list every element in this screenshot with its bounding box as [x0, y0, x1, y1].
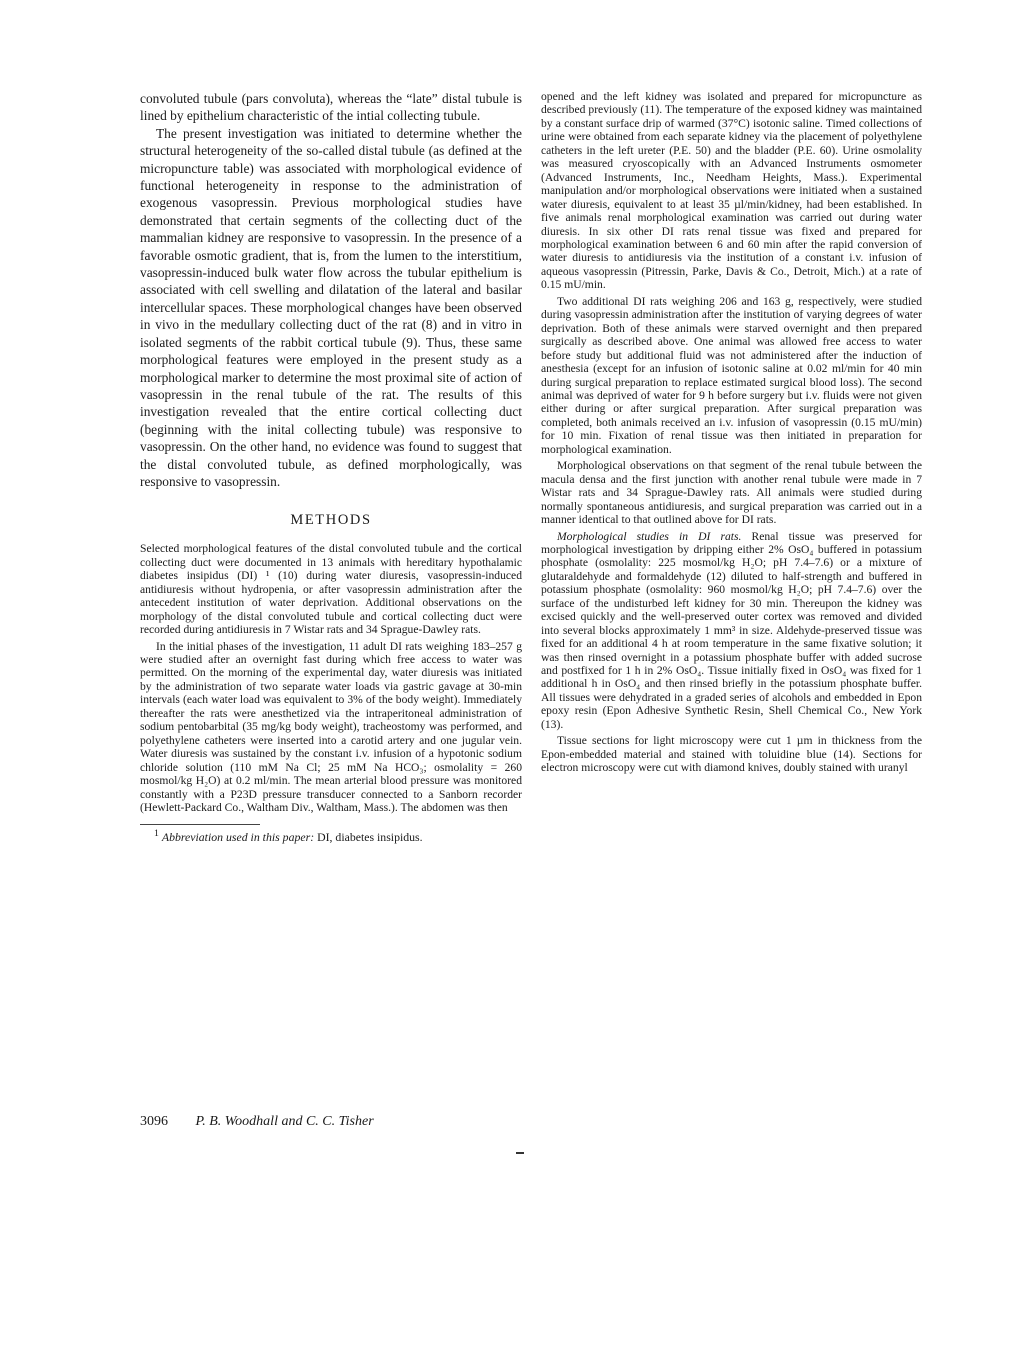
paragraph-intro-continuation: convoluted tubule (pars convoluta), whereas the “late” distal tubule is lined by epithelium characteristic of the intial collecting tubule.	[140, 91, 522, 124]
page-number: 3096	[140, 1114, 168, 1129]
section-heading-methods: METHODS	[290, 512, 372, 529]
paragraph-additional-di-rats: Two additional DI rats weighing 206 and 163 g, respectively, were studied during vasopressin administration after the institution of varying degrees of water deprivation. Both of these animals were starved overnight and then prepared surgically as described above. One animal was allowed free access to water before study but additional fluid was not administered after the induction of anesthesia (except for an infusion of isotonic saline at 0.02 ml/min for 40 min during surgical preparation to replace estimated surgical blood loss). The second animal was deprived of water for 9 h before surgery but i.v. fluids were not given either during or after surgical preparation. After surgical preparation was completed, both animals received an i.v. infusion of vasopressin (0.15 mU/min) for 10 min. Fixation of renal tissue was then initiated in preparation for morphological examination.	[541, 294, 922, 456]
paragraph-micropuncture: opened and the left kidney was isolated and prepared for micropuncture as described previously (11). The temperature of the exposed kidney was maintained by a constant surface drip of warmed (37°C) isotonic saline. Timed collections of urine were obtained from each separate kidney via the placement of polyethylene catheters in the left ureter (P.E. 50) and the bladder (P.E. 60). Urine osmolality was measured cryoscopically with an Advanced Instruments osmometer (Advanced Instruments, Inc., Needham Heights, Mass.). Experimental manipulation and/or morphological observations were initiated when a sustained water diuresis, equivalent to at least 35 µl/min/kidney, had been established. In five animals renal morphological examination was carried out during water diuresis. In six other DI rats renal tissue was fixed and prepared for morphological examination between 6 and 60 min after the rapid conversion of water diuresis to antidiuresis via the institution of a constant i.v. infusion of aqueous vasopressin (Pitressin, Parke, Davis & Co., Detroit, Mich.) at a rate of 0.15 mU/min.	[541, 90, 922, 292]
right-column	[541, 90, 922, 775]
left-column	[140, 90, 522, 844]
paragraph-morphological-studies-text: Renal tissue was preserved for morphological investigation by dripping either 2% OsO₄ buffered in potassium phosphate (osmolality: 225 mosmol/kg H₂O; pH 7.4–7.6) or a mixture of glutaraldehyde and formaldehyde (12) diluted to half-strength and buffered in potassium phosphate (osmolality: 960 mosmol/kg H₂O; pH 7.4–7.6) over the surface of the undisturbed left kidney for 30 min. Thereupon the kidney was excised quickly and the well-preserved outer cortex was removed and divided into several blocks approximately 1 mm³ in size. Aldehyde-preserved tissue was fixed for an additional 4 h at room temperature in the same fixative solution; it was then rinsed overnight in a potassium phosphate buffer with added sucrose and postfixed for 1 h in 2% OsO₄. Tissue initially fixed in OsO₄ was fixed for 1 additional h in OsO₄ and then rinsed briefly in the potassium phosphate buffer. All tissues were dehydrated in a graded series of alcohols and embedded in Epon epoxy resin (Epon Adhesive Synthetic Resin, Shell Chemical Co., New York (13).	[541, 529, 922, 731]
footnote-text: DI, diabetes insipidus.	[317, 830, 423, 845]
footnote-label: Abbreviation used in this paper:	[161, 830, 315, 845]
subsection-label: Morphological studies in DI rats.	[557, 529, 742, 543]
running-authors: P. B. Woodhall and C. C. Tisher	[195, 1114, 374, 1129]
paragraph-methods-overview: Selected morphological features of the distal convoluted tubule and the cortical collecting duct were documented in 13 animals with hereditary hypothalamic diabetes insipidus (DI) ¹ (10) during water diuresis, vasopressin-induced antidiuresis without hydropenia, or after vasopressin administration after the antecedent institution of water deprivation. Additional observations on the morphology of the distal convoluted tubule and cortical collecting duct were recorded during antidiuresis in 7 Wistar rats and 34 Sprague-Dawley rats.	[140, 542, 522, 637]
page-footer	[140, 1114, 374, 1130]
print-mark	[516, 1152, 524, 1154]
paragraph-initial-phases: In the initial phases of the investigation, 11 adult DI rats weighing 183–257 g were studied after an overnight fast during which free access to water was permitted. On the morning of the experimental day, water diuresis was initiated by the administration of two separate water loads via gastric gavage at 30-min intervals (each water load was equivalent to 3% of the body weight). Immediately thereafter the rats were anesthetized via the intraperitoneal administration of sodium pentobarbital (35 mg/kg body weight), tracheostomy was performed, and polyethylene catheters were inserted into a carotid artery and one jugular vein. Water diuresis was sustained by the constant i.v. infusion of a hypotonic sodium chloride solution (110 mM Na Cl; 25 mM Na HCO₃; osmolality = 260 mosmol/kg H₂O) at 0.2 ml/min. The mean arterial blood pressure was monitored constantly with a P23D pressure transducer connected to a Sanborn recorder (Hewlett-Packard Co., Waltham Div., Waltham, Mass.). The abdomen was then	[140, 639, 522, 814]
paragraph-morphological-studies	[541, 530, 922, 732]
footnote: $^1$ Abbreviation used in this paper: DI, diabetes insipidus.	[154, 828, 423, 845]
paragraph-present-investigation: The present investigation was initiated to determine whether the structural heterogeneity of the so-called distal tubule (as defined at the micropuncture table) was associated with morphological evidence of functional heterogeneity in response to the administration of exogenous vasopressin. Previous morphological studies have demonstrated that certain segments of the collecting duct of the mammalian kidney are responsive to vasopressin. In the presence of a favorable osmotic gradient, that is, from the lumen to the interstitium, vasopressin-induced bulk water flow across the tubular epithelium is associated with cell swelling and dilatation of the lateral and basilar intercellular spaces. These morphological changes have been observed in vivo in the medullary collecting duct of the rat (8) and in vitro in isolated segments of the rabbit cortical tubule (9). Thus, these same morphological features were employed in the present study as a morphological marker to determine the most proximal site of action of vasopressin in the renal tubule of the rat. The results of this investigation revealed that the entire cortical collecting duct (beginning with the inital collecting tubule) was responsive to vasopressin. On the other hand, no evidence was found to suggest that the distal convoluted tubule, as defined morphologically, was responsive to vasopressin.	[140, 125, 522, 489]
footnote-divider	[140, 824, 260, 825]
paragraph-tissue-sections: Tissue sections for light microscopy were cut 1 µm in thickness from the Epon-embedded material and stained with toluidine blue (14). Sections for electron microscopy were cut with diamond knives, doubly stained with uranyl	[541, 734, 922, 775]
paragraph-macula-densa: Morphological observations on that segment of the renal tubule between the macula densa and the first junction with another renal tubule were made in 7 Wistar rats and 34 Sprague-Dawley rats. All animals were studied during normally spontaneous antidiuresis, and surgical preparation was carried out in a manner identical to that outlined above for DI rats.	[541, 459, 922, 527]
